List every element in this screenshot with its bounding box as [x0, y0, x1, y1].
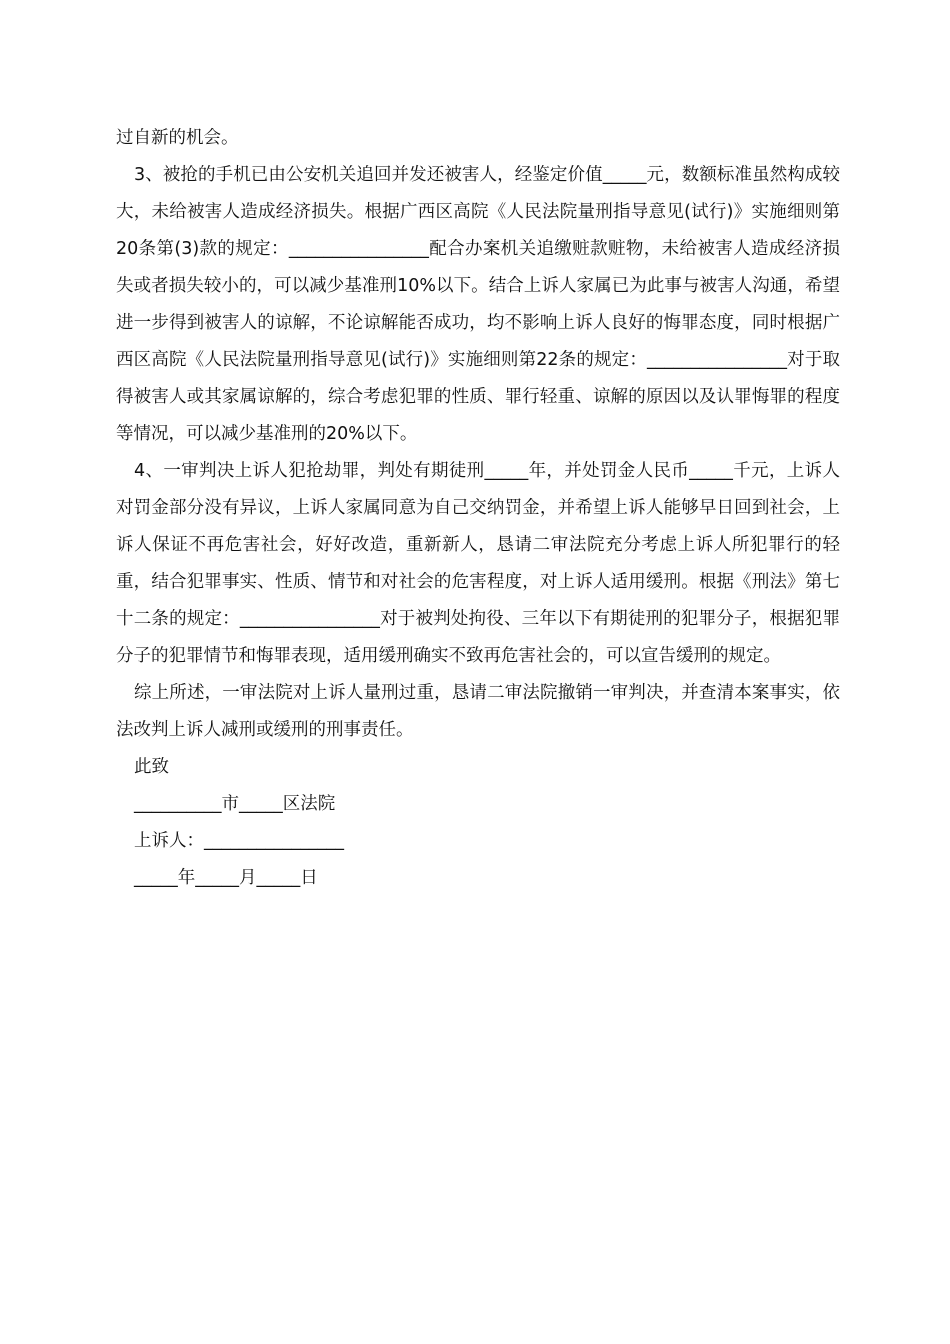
appellant-line: 上诉人：________________ [134, 831, 344, 851]
closing-salutation: 此致 [134, 757, 169, 777]
paragraph-4: 4、一审判决上诉人犯抢劫罪，判处有期徒刑_____年，并处罚金人民币_____千元，上诉人对罚金部分没有异议，上诉人家属同意为自己交纳罚金，并希望上诉人能够早日回到社会，上诉人保证不再危害社会，好好改造，重新新人，恳请二审法院充分考虑上诉人所犯罪行的轻重，结合犯罪事实、性质、情节和对社会的危害程度，对上诉人适用缓刑。根据《刑法》第七十二条的规定：________________对于被判处拘役、三年以下有期徒刑的犯罪分子，根据犯罪分子的犯罪情节和悔罪表现，适用缓刑确实不致再危害社会的，可以宣告缓刑的规定。 [116, 461, 840, 666]
paragraph-continuation: 过自新的机会。 [116, 128, 239, 148]
paragraph-summary: 综上所述，一审法院对上诉人量刑过重，恳请二审法院撤销一审判决，并查清本案事实，依法改判上诉人减刑或缓刑的刑事责任。 [116, 683, 840, 740]
document-body [116, 120, 840, 897]
court-line: __________市_____区法院 [134, 794, 336, 814]
date-line: _____年_____月_____日 [134, 868, 318, 888]
paragraph-3: 3、被抢的手机已由公安机关追回并发还被害人，经鉴定价值_____元，数额标准虽然构成较大，未给被害人造成经济损失。根据广西区高院《人民法院量刑指导意见(试行)》实施细则第20条第(3)款的规定：________________配合办案机关追缴赃款赃物，未给被害人造成经济损失或者损失较小的，可以减少基准刑10%以下。结合上诉人家属已为此事与被害人沟通，希望进一步得到被害人的谅解，不论谅解能否成功，均不影响上诉人良好的悔罪态度，同时根据广西区高院《人民法院量刑指导意见(试行)》实施细则第22条的规定：________________对于取得被害人或其家属谅解的，综合考虑犯罪的性质、罪行轻重、谅解的原因以及认罪悔罪的程度等情况，可以减少基准刑的20%以下。 [116, 165, 840, 444]
